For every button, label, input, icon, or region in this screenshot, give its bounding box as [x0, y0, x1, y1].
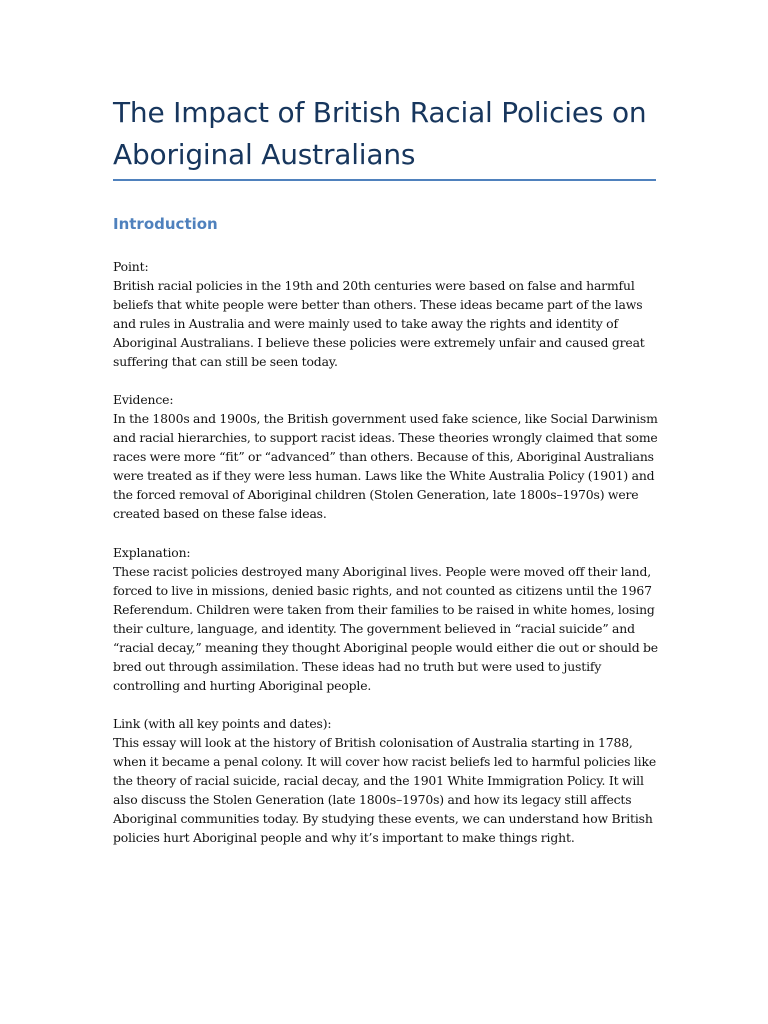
- point-block: [113, 257, 663, 371]
- section-heading-introduction: Introduction: [113, 215, 218, 233]
- explanation-block: [113, 543, 663, 695]
- evidence-paragraph: In the 1800s and 1900s, the British government used fake science, like Social Darwinism and racial hierarchies, to support racist ideas. These theories wrongly claimed that some races were more “fit” or “advanced” than others. Because of this, Aboriginal Australians were treated as if they were less human. Laws like the White Australia Policy (1901) and the forced removal of Aboriginal children (Stolen Generation, late 1800s–1970s) were created based on these false ideas.: [113, 411, 658, 521]
- link-paragraph: This essay will look at the history of British colonisation of Australia starting in 1788, when it became a penal colony. It will cover how racist beliefs led to harmful policies like the theory of racial suicide, racial decay, and the 1901 White Immigration Policy. It will also discuss the Stolen Generation (late 1800s–1970s) and how its legacy still affects Aboriginal communities today. By studying these events, we can understand how British policies hurt Aboriginal people and why it’s important to make things right.: [113, 735, 657, 845]
- title-underline-rule: [113, 179, 656, 181]
- evidence-label: Evidence:: [113, 392, 174, 407]
- explanation-label: Explanation:: [113, 545, 191, 560]
- explanation-paragraph: These racist policies destroyed many Aboriginal lives. People were moved off their land, forced to live in missions, denied basic rights, and not counted as citizens until the 1967 Referendum. Children were taken from their families to be raised in white homes, losing their culture, language, and identity. The government believed in “racial suicide” and “racial decay,” meaning they thought Aboriginal people would either die out or should be bred out through assimilation. These ideas had no truth but were used to justify controlling and hurting Aboriginal people.: [113, 564, 658, 693]
- evidence-block: [113, 390, 663, 523]
- point-label: Point:: [113, 259, 149, 274]
- document-title: The Impact of British Racial Policies on Aboriginal Australians: [113, 96, 647, 171]
- link-block: [113, 714, 663, 847]
- point-paragraph: British racial policies in the 19th and 20th centuries were based on false and harmful beliefs that white people were better than others. These ideas became part of the laws and rules in Australia and were mainly used to take away the rights and identity of Aboriginal Australians. I believe these policies were extremely unfair and caused great suffering that can still be seen today.: [113, 278, 645, 369]
- link-label: Link (with all key points and dates):: [113, 716, 332, 731]
